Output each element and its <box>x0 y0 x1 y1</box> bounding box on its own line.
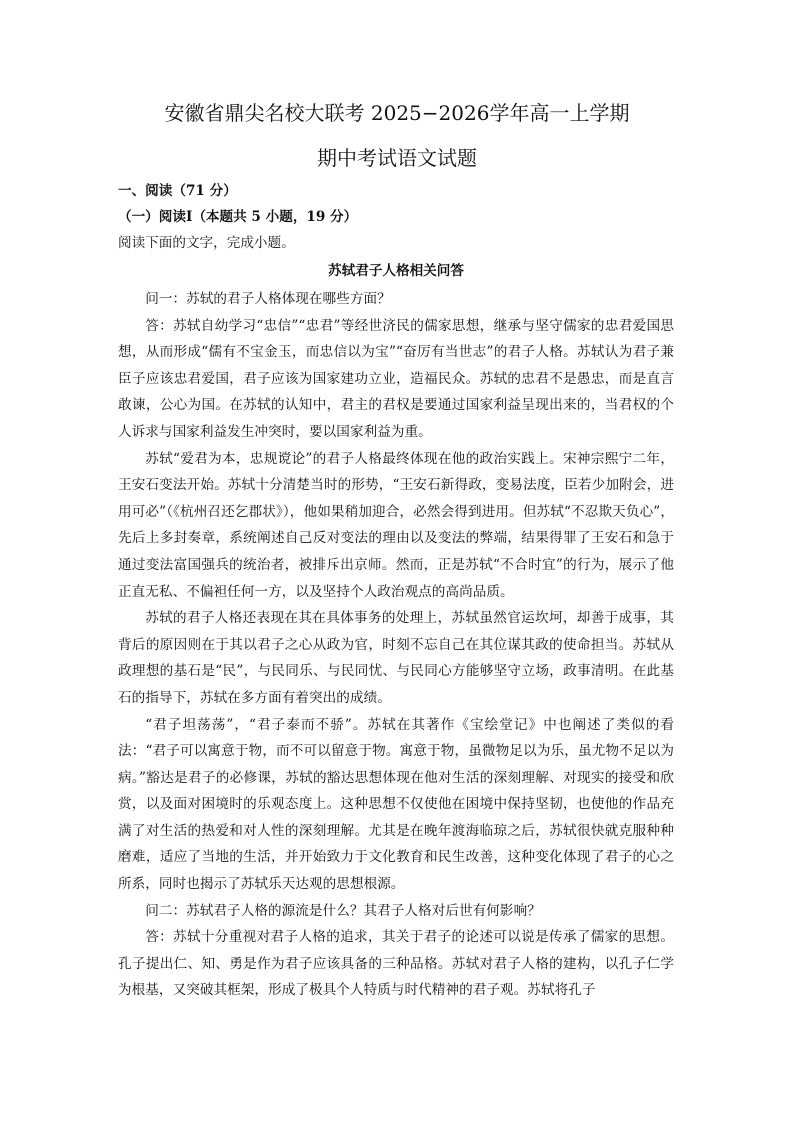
section-heading: 一、阅读（71 分） <box>118 183 237 199</box>
answer-paragraph: 答：苏轼十分重视对君子人格的追求，其关于君子的论述可以说是传承了儒家的思想。孔子提出仁、知、勇是作为君子应该具备的三种品格。苏轼对君子人格的建构，以孔子仁学为根基，又突破其框架，形成了极具个人特质与时代精神的君子观。苏轼将孔子 <box>118 929 674 999</box>
exam-title-line-1: 安徽省鼎尖名校大联考 2025−2026学年高一上学期 <box>164 101 630 125</box>
answer-paragraph: 答：苏轼自幼学习“忠信”“忠君”等经世济民的儒家思想，继承与坚守儒家的忠君爱国思想，从而形成“儒有不宝金玉，而忠信以为宝”“奋厉有当世志”的君子人格。苏轼认为君子兼臣子应该忠君爱国，君子应该为国家建功立业，造福民众。苏轼的忠君不是愚忠，而是直言敢谏，公心为国。在苏轼的认知中，君主的君权是要通过国家利益呈现出来的，当君权的个人诉求与国家利益发生冲突时，要以国家利益为重。 <box>118 317 674 440</box>
question-one: 问一：苏轼的君子人格体现在哪些方面？ <box>145 291 391 307</box>
article-title: 苏轼君子人格相关问答 <box>328 263 464 279</box>
exam-content <box>118 178 674 1004</box>
subsection-heading: （一）阅读Ⅰ（本题共 5 小题，19 分） <box>118 209 358 225</box>
question-two: 问二：苏轼君子人格的源流是什么？其君子人格对后世有何影响？ <box>145 902 541 919</box>
answer-paragraph: 苏轼“爱君为本，忠规谠论”的君子人格最终体现在他的政治实践上。宋神宗熙宁二年，王安石变法开始。苏轼十分清楚当时的形势，“王安石新得政，变易法度，臣若少加附会，进用可必”（《杭州召还乞郡状》），他如果稍加迎合，必然会得到进用。但苏轼“不忍欺天负心”，先后上多封奏章，系统阐述自己反对变法的理由以及变法的弊端，结果得罪了王安石和急于通过变法富国强兵的统治者，被排斥出京师。然而，正是苏轼“不合时宜”的行为，展示了他正直无私、不偏袒任何一方，以及坚持个人政治观点的高尚品质。 <box>118 450 674 600</box>
answer-paragraph: “君子坦荡荡”，“君子泰而不骄”。苏轼在其著作《宝绘堂记》中也阐述了类似的看法：“君子可以寓意于物，而不可以留意于物。寓意于物，虽微物足以为乐，虽尤物不足以为病。”豁达是君子的必修课，苏轼的豁达思想体现在他对生活的深刻理解、对现实的接受和欣赏，以及面对困境时的乐观态度上。这种思想不仅使他在困境中保持坚韧，也使他的作品充满了对生活的热爱和对人性的深刻理解。尤其是在晚年渡海临琼之后，苏轼很快就克服种种磨难，适应了当地的生活，并开始致力于文化教育和民生改善，这种变化体现了君子的心之所系，同时也揭示了苏轼乐天达观的思想根源。 <box>118 716 674 893</box>
exam-title-line-2: 期中考试语文试题 <box>317 146 477 170</box>
instruction-text: 阅读下面的文字，完成小题。 <box>118 235 295 251</box>
answer-paragraph: 苏轼的君子人格还表现在其在具体事务的处理上，苏轼虽然官运坎坷，却善于成事，其背后的原因则在于其以君子之心从政为官，时刻不忘自己在其位谋其政的使命担当。苏轼从政理想的基石是“民”，与民同乐、与民同忧、与民同心方能够坚守立场，政事清明。在此基石的指导下，苏轼在多方面有着突出的成绩。 <box>118 610 674 706</box>
